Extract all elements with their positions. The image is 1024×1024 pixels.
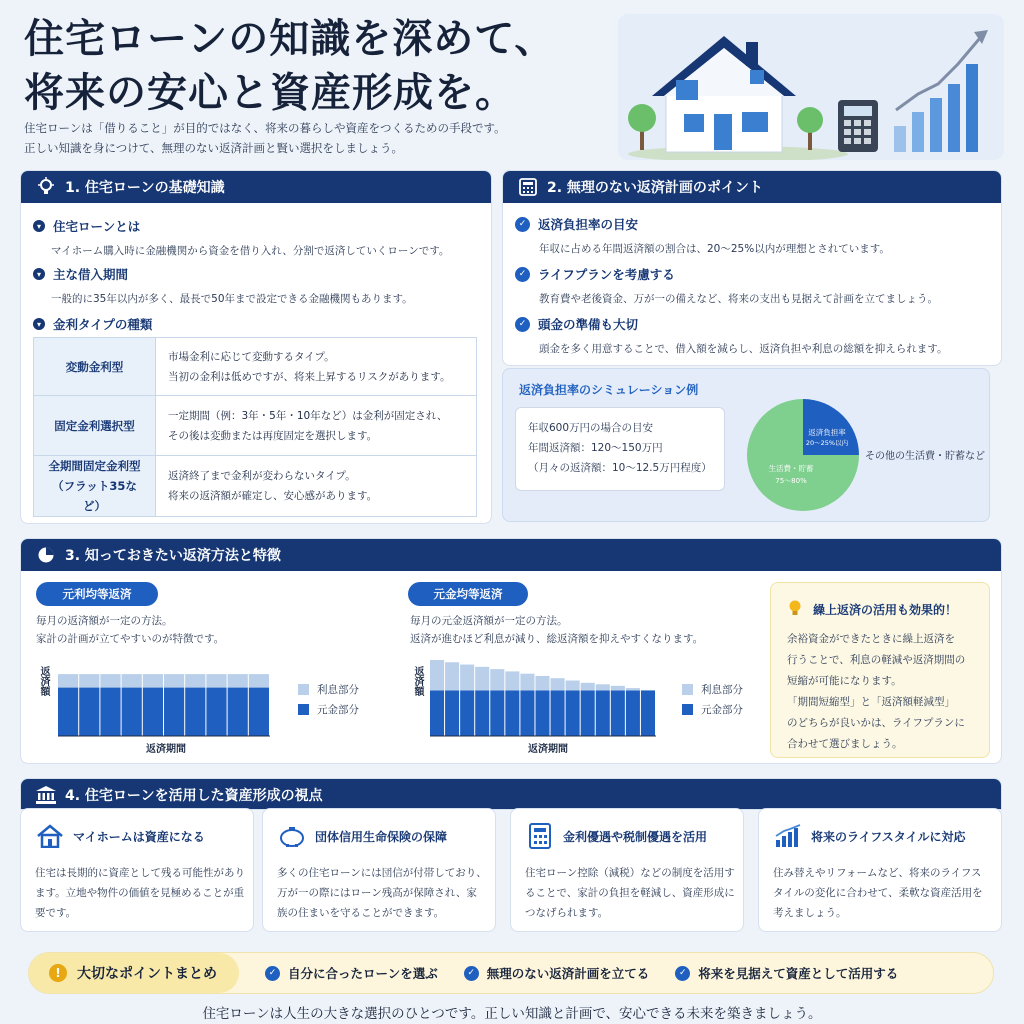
interest-bar xyxy=(490,669,504,690)
principal-bar xyxy=(228,688,248,736)
card-title: マイホームは資産になる xyxy=(73,829,205,844)
tip-line: 行うことで、利息の軽減や返済期間の xyxy=(787,654,966,666)
principal-bar xyxy=(611,690,625,736)
rate-name-text: 変動金利型 xyxy=(65,359,124,374)
rate-desc-line: その後は変動または再度固定を選択します。 xyxy=(168,429,378,442)
bullet-icon: ▾ xyxy=(33,268,45,280)
lightbulb-icon xyxy=(787,599,803,620)
interest-bar xyxy=(185,674,205,687)
legend-principal xyxy=(682,702,743,717)
item-desc: マイホーム購入時に金融機関から資金を借り入れ、分割で返済していくローンです。 xyxy=(51,245,450,257)
plan-item xyxy=(515,315,947,356)
interest-bar xyxy=(100,674,120,687)
interest-bar xyxy=(475,667,489,691)
lightbulb-icon xyxy=(35,176,57,198)
rate-desc-line: 一定期間（例：3年・5年・10年など）は金利が固定され、 xyxy=(168,409,448,422)
card-title: 将来のライフスタイルに対応 xyxy=(811,829,966,844)
rate-desc-line: 当初の金利は低めですが、将来上昇するリスクがあります。 xyxy=(168,370,451,383)
principal-bar xyxy=(596,690,610,736)
equal-principal-chart xyxy=(430,660,660,738)
principal-bar xyxy=(520,690,534,736)
summary-bar xyxy=(28,952,994,994)
principal-bar xyxy=(490,690,504,736)
principal-bar xyxy=(475,690,489,736)
pie-side-label: その他の生活費・貯蓄など xyxy=(865,451,985,462)
page-subtitle xyxy=(24,118,506,158)
principal-bar xyxy=(122,688,142,736)
principal-bar xyxy=(581,690,595,736)
method-equal-payment-desc xyxy=(36,612,224,648)
title-line-1: 住宅ローンの知識を深めて、 xyxy=(24,15,556,62)
principal-bar xyxy=(535,690,549,736)
interest-bar xyxy=(143,674,163,687)
rate-type-desc xyxy=(156,338,477,396)
summary-heading xyxy=(29,953,239,993)
legend-principal xyxy=(298,702,359,717)
burden-pie-chart xyxy=(743,395,863,515)
footer-message: 住宅ローンは人生の大きな選択のひとつです。正しい知識と計画で、安心できる未来を築きましょう。 xyxy=(202,1006,822,1022)
asset-title: 4. 住宅ローンを活用した資産形成の視点 xyxy=(65,788,323,804)
card-desc: 住み替えやリフォームなど、将来のライフスタイルの変化に合わせて、柔軟な資産活用を考えましょう。 xyxy=(773,867,983,919)
chart2-xlabel: 返済期間 xyxy=(528,744,568,755)
principal-bar xyxy=(100,688,120,736)
basics-item xyxy=(33,217,449,258)
asset-card-insurance xyxy=(262,808,496,932)
methods-title: 3. 知っておきたい返済方法と特徴 xyxy=(65,548,281,564)
principal-bar xyxy=(206,688,226,736)
principal-bar xyxy=(460,690,474,736)
principal-bar xyxy=(551,690,565,736)
tip-line: 余裕資金ができたときに繰上返済を xyxy=(787,633,955,645)
interest-bar xyxy=(535,676,549,690)
repayment-plan-panel xyxy=(502,170,1002,366)
summary-title: 大切なポイントまとめ xyxy=(77,966,217,982)
item-title: 金利タイプの種類 xyxy=(53,317,153,332)
rate-type-name xyxy=(34,396,156,456)
pie-label: 20〜25%以内 xyxy=(805,439,849,447)
calculator-icon xyxy=(517,176,539,198)
principal-bar xyxy=(566,690,580,736)
rate-desc-line: 市場金利に応じて変動するタイプ。 xyxy=(168,350,335,363)
rate-desc-line: 返済終了まで金利が変わらないタイプ。 xyxy=(168,470,356,482)
method-desc-line: 毎月の返済額が一定の方法。 xyxy=(36,615,173,627)
simulation-line: （月々の返済額：10〜12.5万円程度） xyxy=(528,462,712,474)
table-row xyxy=(34,456,477,517)
pie-label: 75〜80% xyxy=(775,477,807,485)
pie-label: 返済負担率 xyxy=(808,428,846,437)
item-desc: 年収に占める年間返済額の割合は、20〜25%以内が理想とされています。 xyxy=(539,243,890,255)
rate-type-name xyxy=(34,456,156,517)
chart1-xlabel: 返済期間 xyxy=(146,744,186,755)
item-title: 住宅ローンとは xyxy=(53,219,141,234)
plan-item xyxy=(515,265,938,306)
chart1-ylabel: 返済額 xyxy=(38,666,49,696)
basics-item xyxy=(33,315,152,333)
simulation-box xyxy=(502,368,990,522)
check-icon: ✓ xyxy=(515,267,530,282)
item-title: 返済負担率の目安 xyxy=(538,217,639,232)
piggy-bank-icon xyxy=(277,823,307,849)
principal-bar xyxy=(58,688,78,736)
item-desc: 頭金を多く用意することで、借入額を減らし、返済負担や利息の総額を抑えられます。 xyxy=(539,343,948,355)
principal-bar xyxy=(185,688,205,736)
equal-payment-chart xyxy=(58,662,280,738)
asset-header xyxy=(21,779,1001,810)
card-title: 金利優遇や税制優遇を活用 xyxy=(563,829,708,844)
card-desc: 多くの住宅ローンには団信が付帯しており、万が一の際にはローン残高が保障され、家族の住まいを守ることができます。 xyxy=(277,867,487,919)
basics-panel xyxy=(20,170,492,524)
interest-bar xyxy=(520,674,534,691)
check-icon: ✓ xyxy=(675,966,690,981)
summary-item-label: 自分に合ったローンを選ぶ xyxy=(288,966,438,981)
method-desc-line: 毎月の元金返済額が一定の方法。 xyxy=(410,615,568,627)
legend-interest xyxy=(298,682,359,697)
basics-header xyxy=(21,171,491,203)
item-title: 頭金の準備も大切 xyxy=(538,317,639,332)
method-desc-line: 家計の計画が立てやすいのが特徴です。 xyxy=(36,633,225,645)
basics-item xyxy=(33,265,413,306)
principal-bar xyxy=(505,690,519,736)
interest-bar xyxy=(626,688,640,690)
interest-bar xyxy=(445,662,459,690)
table-row xyxy=(34,396,477,456)
legend-label: 利息部分 xyxy=(317,684,359,696)
chart2-ylabel: 返済額 xyxy=(412,666,423,696)
interest-bar xyxy=(206,674,226,687)
legend-interest xyxy=(682,682,743,697)
simulation-line: 年間返済額：120〜150万円 xyxy=(528,442,663,454)
method-equal-principal-badge: 元金均等返済 xyxy=(408,582,528,606)
interest-bar xyxy=(505,671,519,690)
method-equal-principal-desc xyxy=(410,612,703,648)
method-desc-line: 返済が進むほど利息が減り、総返済額を抑えやすくなります。 xyxy=(410,633,704,645)
rate-desc-line: 将来の返済額が確定し、安心感があります。 xyxy=(168,490,378,502)
interest-bar xyxy=(58,674,78,687)
legend-label: 元金部分 xyxy=(701,704,743,716)
principal-bar xyxy=(626,690,640,736)
check-icon: ✓ xyxy=(515,317,530,332)
principal-bar xyxy=(249,688,269,736)
rate-type-table xyxy=(33,337,477,517)
interest-bar xyxy=(596,684,610,690)
item-title: 主な借入期間 xyxy=(53,267,129,282)
method-equal-payment-badge: 元利均等返済 xyxy=(36,582,158,606)
interest-bar xyxy=(79,674,99,687)
tip-line: 短縮が可能になります。 xyxy=(787,675,902,687)
simulation-title: 返済負担率のシミュレーション例 xyxy=(519,383,699,397)
item-desc: 教育費や老後資金、万が一の備えなど、将来の支出も見据えて計画を立てましょう。 xyxy=(539,293,938,305)
bullet-icon: ▾ xyxy=(33,318,45,330)
principal-bar xyxy=(430,690,444,736)
page-title xyxy=(24,12,555,120)
bank-icon xyxy=(35,784,57,806)
item-title: ライフプランを考慮する xyxy=(538,267,675,282)
interest-bar xyxy=(122,674,142,687)
check-icon: ✓ xyxy=(464,966,479,981)
asset-card-lifestyle xyxy=(758,808,1002,932)
repayment-plan-title: 2. 無理のない返済計画のポイント xyxy=(547,180,763,196)
growth-chart-icon xyxy=(773,823,803,849)
principal-bar xyxy=(79,688,99,736)
exclamation-icon: ! xyxy=(49,964,67,982)
tip-line: 「期間短縮型」と「返済額軽減型」 xyxy=(787,696,955,708)
principal-bar xyxy=(164,688,184,736)
interest-bar xyxy=(611,686,625,691)
interest-bar xyxy=(430,660,444,690)
simulation-example xyxy=(515,407,725,491)
basics-title: 1. 住宅ローンの基礎知識 xyxy=(65,180,225,196)
principal-bar xyxy=(445,690,459,736)
card-desc: 住宅は長期的に資産として残る可能性があります。立地や物件の価値を見極めることが重要です。 xyxy=(35,867,245,919)
plan-item xyxy=(515,215,890,256)
interest-bar xyxy=(249,674,269,687)
summary-item-label: 将来を見据えて資産として活用する xyxy=(698,966,899,981)
principal-bar xyxy=(143,688,163,736)
check-icon: ✓ xyxy=(265,966,280,981)
table-row xyxy=(34,338,477,396)
rate-name-sub: （フラット35など） xyxy=(52,479,137,513)
card-desc: 住宅ローン控除（減税）などの制度を活用することで、家計の負担を軽減し、資産形成につなげられます。 xyxy=(525,867,735,919)
legend-label: 元金部分 xyxy=(317,704,359,716)
tip-title: 繰上返済の活用も効果的！ xyxy=(813,603,958,617)
interest-bar xyxy=(581,683,595,691)
check-icon: ✓ xyxy=(515,217,530,232)
asset-card-tax xyxy=(510,808,744,932)
subtitle-line-2: 正しい知識を身につけて、無理のない返済計画と賢い選択をしましょう。 xyxy=(24,141,404,155)
rate-name-text: 固定金利選択型 xyxy=(54,418,135,433)
rate-type-name xyxy=(34,338,156,396)
summary-item-label: 無理のない返済計画を立てる xyxy=(486,966,650,981)
repayment-plan-header xyxy=(503,171,1001,203)
interest-bar xyxy=(566,681,580,691)
subtitle-line-1: 住宅ローンは「借りること」が目的ではなく、将来の暮らしや資産をつくるための手段です。 xyxy=(24,121,506,135)
card-title: 団体信用生命保険の保障 xyxy=(315,829,448,844)
principal-bar xyxy=(641,690,655,736)
hero-illustration xyxy=(618,14,1004,160)
pie-label: 生活費・貯蓄 xyxy=(768,464,814,473)
interest-bar xyxy=(460,665,474,691)
item-desc: 一般的に35年以内が多く、最長で50年まで設定できる金融機関もあります。 xyxy=(51,293,413,305)
pie-chart-icon xyxy=(35,544,57,566)
prepayment-tip xyxy=(770,582,990,758)
rate-name-text: 全期間固定金利型 xyxy=(48,459,141,473)
interest-bar xyxy=(228,674,248,687)
rate-type-desc xyxy=(156,456,477,517)
title-line-2: 将来の安心と資産形成を。 xyxy=(24,69,516,116)
interest-bar xyxy=(164,674,184,687)
interest-bar xyxy=(551,678,565,690)
summary-item xyxy=(464,964,650,982)
tip-line: 合わせて選びましょう。 xyxy=(787,738,903,750)
methods-header xyxy=(21,539,1001,571)
summary-item xyxy=(675,964,898,982)
asset-formation-panel xyxy=(20,778,1002,810)
simulation-line: 年収600万円の場合の目安 xyxy=(528,422,654,434)
summary-item xyxy=(265,964,438,982)
calculator-icon xyxy=(525,823,555,849)
house-icon xyxy=(35,823,65,849)
tip-heading xyxy=(787,599,957,620)
asset-card-home xyxy=(20,808,254,932)
tip-body xyxy=(787,629,965,755)
tip-line: のどちらが良いかは、ライフプランに xyxy=(787,717,965,729)
bullet-icon: ▾ xyxy=(33,220,45,232)
rate-type-desc xyxy=(156,396,477,456)
legend-label: 利息部分 xyxy=(701,684,743,696)
